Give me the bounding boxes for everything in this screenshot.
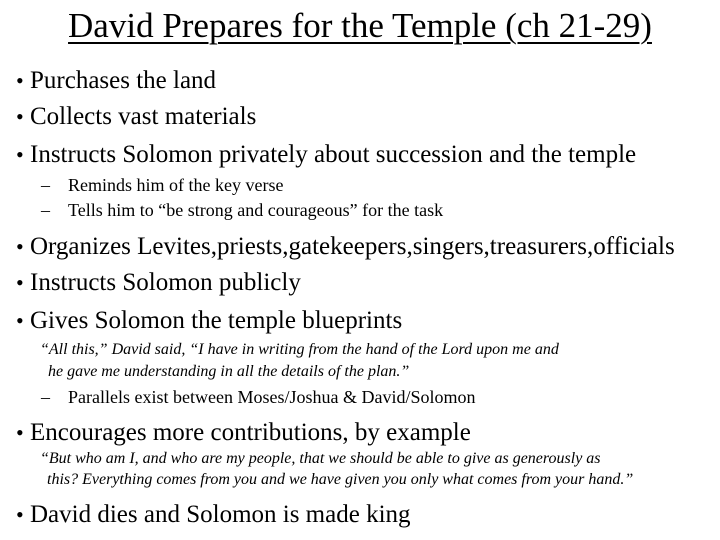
dash-marker: – [41,387,50,407]
bullet-marker: • [16,270,24,295]
quote-line: “But who am I, and who are my people, that we should be able to give as generously as [40,450,601,467]
sub-item-text: Reminds him of the key verse [68,175,284,195]
bullet-text: Gives Solomon the temple blueprints [30,307,403,334]
bullet-marker: • [16,104,24,129]
bullet-marker: • [16,68,24,93]
bullet-marker: • [16,502,24,527]
bullet-text: Instructs Solomon publicly [30,269,301,296]
bullet-marker: • [16,142,24,167]
bullet-text: Organizes Levites,priests,gatekeepers,singers,treasurers,officials [30,233,675,260]
bullet-marker: • [16,420,24,445]
bullet-text: Encourages more contributions, by example [30,419,471,446]
bullet-text: Collects vast materials [30,103,257,130]
quote-line: “All this,” David said, “I have in writing from the hand of the Lord upon me and [40,341,559,358]
dash-marker: – [41,175,50,195]
slide-title: David Prepares for the Temple (ch 21-29) [68,6,652,45]
bullet-marker: • [16,234,24,259]
bullet-text: Instructs Solomon privately about succession and the temple [30,141,637,168]
quote-line: this? Everything comes from you and we have given you only what comes from your hand.” [47,471,634,488]
sub-item-text: Tells him to “be strong and courageous” for the task [68,200,444,220]
bullet-text: Purchases the land [30,67,217,94]
quote-line: he gave me understanding in all the details of the plan.” [48,363,410,380]
dash-marker: – [41,200,50,220]
bullet-marker: • [16,308,24,333]
bullet-text: David dies and Solomon is made king [30,501,411,528]
sub-item-text: Parallels exist between Moses/Joshua & David/Solomon [68,387,476,407]
